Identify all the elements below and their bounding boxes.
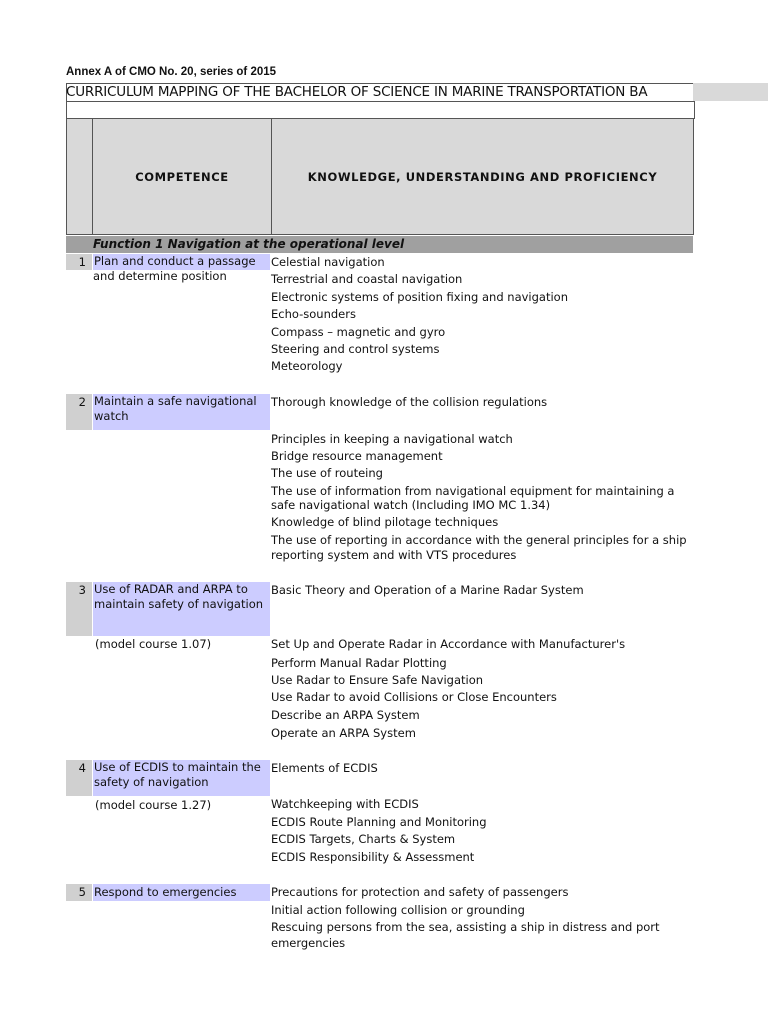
knowledge-item: Operate an ARPA System xyxy=(271,726,416,740)
knowledge-item: ECDIS Responsibility & Assessment xyxy=(271,850,475,864)
knowledge-item: ECDIS Route Planning and Monitoring xyxy=(271,815,487,829)
knowledge-item: Echo-sounders xyxy=(271,307,356,321)
competence-label: Plan and conduct a passage xyxy=(93,254,270,270)
header-competence: COMPETENCE xyxy=(92,118,272,235)
competence-number: 4 xyxy=(66,760,92,796)
competence-label: Respond to emergencies xyxy=(93,884,270,901)
knowledge-item: The use of information from navigational equipment for maintaining a xyxy=(271,484,675,498)
competence-label-line: safety of navigation xyxy=(94,775,209,789)
knowledge-item: Rescuing persons from the sea, assisting a ship in distress and port xyxy=(271,920,660,934)
knowledge-item: Precautions for protection and safety of passengers xyxy=(271,885,569,899)
knowledge-item: Initial action following collision or grounding xyxy=(271,903,525,917)
model-course-note: (model course 1.27) xyxy=(95,798,212,812)
knowledge-item: Elements of ECDIS xyxy=(271,761,378,775)
knowledge-item: emergencies xyxy=(271,936,346,950)
knowledge-item: Electronic systems of position fixing and navigation xyxy=(271,290,569,304)
knowledge-item: Compass – magnetic and gyro xyxy=(271,325,446,339)
title-overflow-cell xyxy=(693,83,768,101)
knowledge-item: Perform Manual Radar Plotting xyxy=(271,656,447,670)
competence-label-line: Use of ECDIS to maintain the xyxy=(94,760,261,774)
function-heading: Function 1 Navigation at the operational level xyxy=(66,236,693,253)
header-number-cell xyxy=(66,118,93,235)
competence-number: 2 xyxy=(66,394,92,430)
competence-label-line: watch xyxy=(94,409,129,423)
title-spacer-row xyxy=(66,101,695,119)
knowledge-item: Steering and control systems xyxy=(271,342,440,356)
header-knowledge: KNOWLEDGE, UNDERSTANDING AND PROFICIENCY xyxy=(271,118,694,235)
knowledge-item: safe navigational watch (Including IMO MC 1.34) xyxy=(271,498,551,512)
knowledge-item: The use of routeing xyxy=(271,466,383,480)
competence-label-line: Maintain a safe navigational xyxy=(94,394,257,408)
competence-label-continued: and determine position xyxy=(93,269,227,283)
knowledge-item: Meteorology xyxy=(271,359,343,373)
knowledge-item: Bridge resource management xyxy=(271,449,443,463)
knowledge-item: Knowledge of blind pilotage techniques xyxy=(271,515,499,529)
competence-number: 3 xyxy=(66,582,92,636)
knowledge-item: Use Radar to avoid Collisions or Close Encounters xyxy=(271,690,557,704)
knowledge-item: Terrestrial and coastal navigation xyxy=(271,272,463,286)
annex-label: Annex A of CMO No. 20, series of 2015 xyxy=(66,66,277,78)
competence-number: 5 xyxy=(66,884,92,901)
competence-number: 1 xyxy=(66,254,92,270)
model-course-note: (model course 1.07) xyxy=(95,637,212,651)
knowledge-item: ECDIS Targets, Charts & System xyxy=(271,832,456,846)
document-title: CURRICULUM MAPPING OF THE BACHELOR OF SCIENCE IN MARINE TRANSPORTATION BA xyxy=(66,84,648,100)
competence-label xyxy=(93,582,270,636)
knowledge-item: Describe an ARPA System xyxy=(271,708,420,722)
competence-label-line: Use of RADAR and ARPA to xyxy=(94,582,248,596)
knowledge-item: Set Up and Operate Radar in Accordance with Manufacturer's xyxy=(271,637,626,651)
knowledge-item: reporting system and with VTS procedures xyxy=(271,548,517,562)
knowledge-item: Use Radar to Ensure Safe Navigation xyxy=(271,673,484,687)
knowledge-item: Basic Theory and Operation of a Marine Radar System xyxy=(271,583,584,597)
competence-label xyxy=(93,394,270,430)
knowledge-item: Celestial navigation xyxy=(271,255,385,269)
competence-label-line: maintain safety of navigation xyxy=(94,597,264,611)
knowledge-item: Principles in keeping a navigational watch xyxy=(271,432,513,446)
knowledge-item: Watchkeeping with ECDIS xyxy=(271,797,419,811)
competence-label xyxy=(93,760,270,796)
knowledge-item: The use of reporting in accordance with the general principles for a ship xyxy=(271,533,687,547)
knowledge-item: Thorough knowledge of the collision regulations xyxy=(271,395,548,409)
